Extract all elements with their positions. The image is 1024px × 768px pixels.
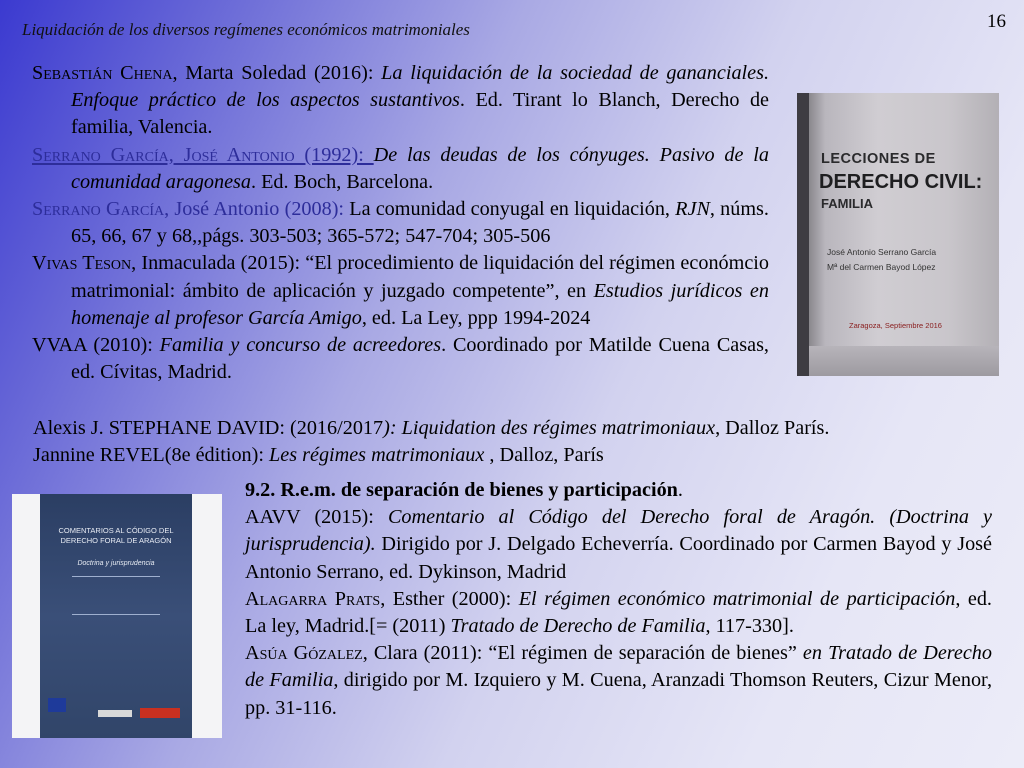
publisher-logo [98, 710, 132, 717]
reference-serrano-1992: Serrano García, José Antonio (1992): De las deudas de los cónyuges. Pasivo de la comunidad aragonesa. Ed. Boch, Barcelona. [32, 143, 769, 193]
eu-flag-icon [48, 698, 66, 712]
cover-rule [72, 614, 160, 615]
serrano-1992-link[interactable]: Serrano García, José Antonio (1992): [32, 143, 374, 166]
reference-serrano-2008: Serrano García, José Antonio (2008): La comunidad conyugal en liquidación, RJN, núms. 65, 66, 67 y 68,,págs. 303-503; 365-572; 547-704; 305-506 [32, 198, 769, 248]
reference-asua-gozalez: Asúa Gózalez, Clara (2011): “El régimen de separación de bienes” en Tratado de Derecho de Familia, dirigido por M. Izquiero y M. Cuena, Aranzadi Thomson Reuters, Cizur Menor, pp. 31-116. [245, 642, 993, 719]
book-spine [797, 93, 809, 376]
reference-sebastian-chena: Sebastián Chena, Marta Soledad (2016): La liquidación de la sociedad de gananciales. Enfoque práctico de los aspectos sustantivos. Ed. Tirant lo Blanch, Derecho de familia, Valencia. [32, 62, 770, 139]
reference-alagarra-prats: Alagarra Prats, Esther (2000): El régimen económico matrimonial de participación, ed. La ley, Madrid.[= (2011) Tratado de Derecho de Familia, 117-330]. [245, 587, 992, 638]
references-list [32, 60, 769, 386]
serrano-2008-link[interactable]: Serrano García, José Antonio (2008): [32, 198, 345, 221]
section-separacion-bienes [245, 477, 992, 722]
reference-vvaa-2010: VVAA (2010): Familia y concurso de acreedores. Coordinado por Matilde Cuena Casas, ed. Cívitas, Madrid. [32, 334, 769, 384]
reference-stephane-david: Alexis J. STEPHANE DAVID: (2016/2017): Liquidation des régimes matrimoniaux, Dalloz París. [33, 417, 830, 439]
section-heading: 9.2. R.e.m. de separación de bienes y participación. [245, 479, 683, 501]
page-number: 16 [987, 11, 1006, 32]
slide-header: Liquidación de los diversos regímenes económicos matrimoniales [22, 20, 470, 39]
book-cover-comentarios-codigo-foral [12, 494, 222, 738]
french-references [33, 415, 993, 469]
cover-bottom-band [809, 346, 999, 376]
cover-rule [72, 576, 160, 577]
reference-vivas-teson: Vivas Teson, Inmaculada (2015): “El procedimiento de liquidación del régimen económcio matrimonial: ámbito de aplicación y juzgado competente”, en Estudios jurídicos en homenaje al profesor García Amigo, ed. La Ley, ppp 1994-2024 [32, 252, 769, 329]
reference-aavv-2015: AAVV (2015): Comentario al Código del Derecho foral de Aragón. (Doctrina y jurisprudencia). Dirigido por J. Delgado Echeverría. Coordinado por Carmen Bayod y José Antonio Serrano, ed. Dykinson, Madrid [245, 506, 992, 583]
book-cover-lecciones-derecho-civil: LECCIONES DE DERECHO CIVIL: FAMILIA José Antonio Serrano García Mª del Carmen Bayod López Zaragoza, Septiembre 2016 [797, 93, 999, 376]
reference-revel: Jannine REVEL(8e édition): Les régimes matrimoniaux , Dalloz, París [33, 444, 604, 467]
gobierno-aragon-logo [140, 708, 180, 718]
cover-panel: COMENTARIOS AL CÓDIGO DEL DERECHO FORAL DE ARAGÓN Doctrina y jurisprudencia [40, 494, 192, 738]
